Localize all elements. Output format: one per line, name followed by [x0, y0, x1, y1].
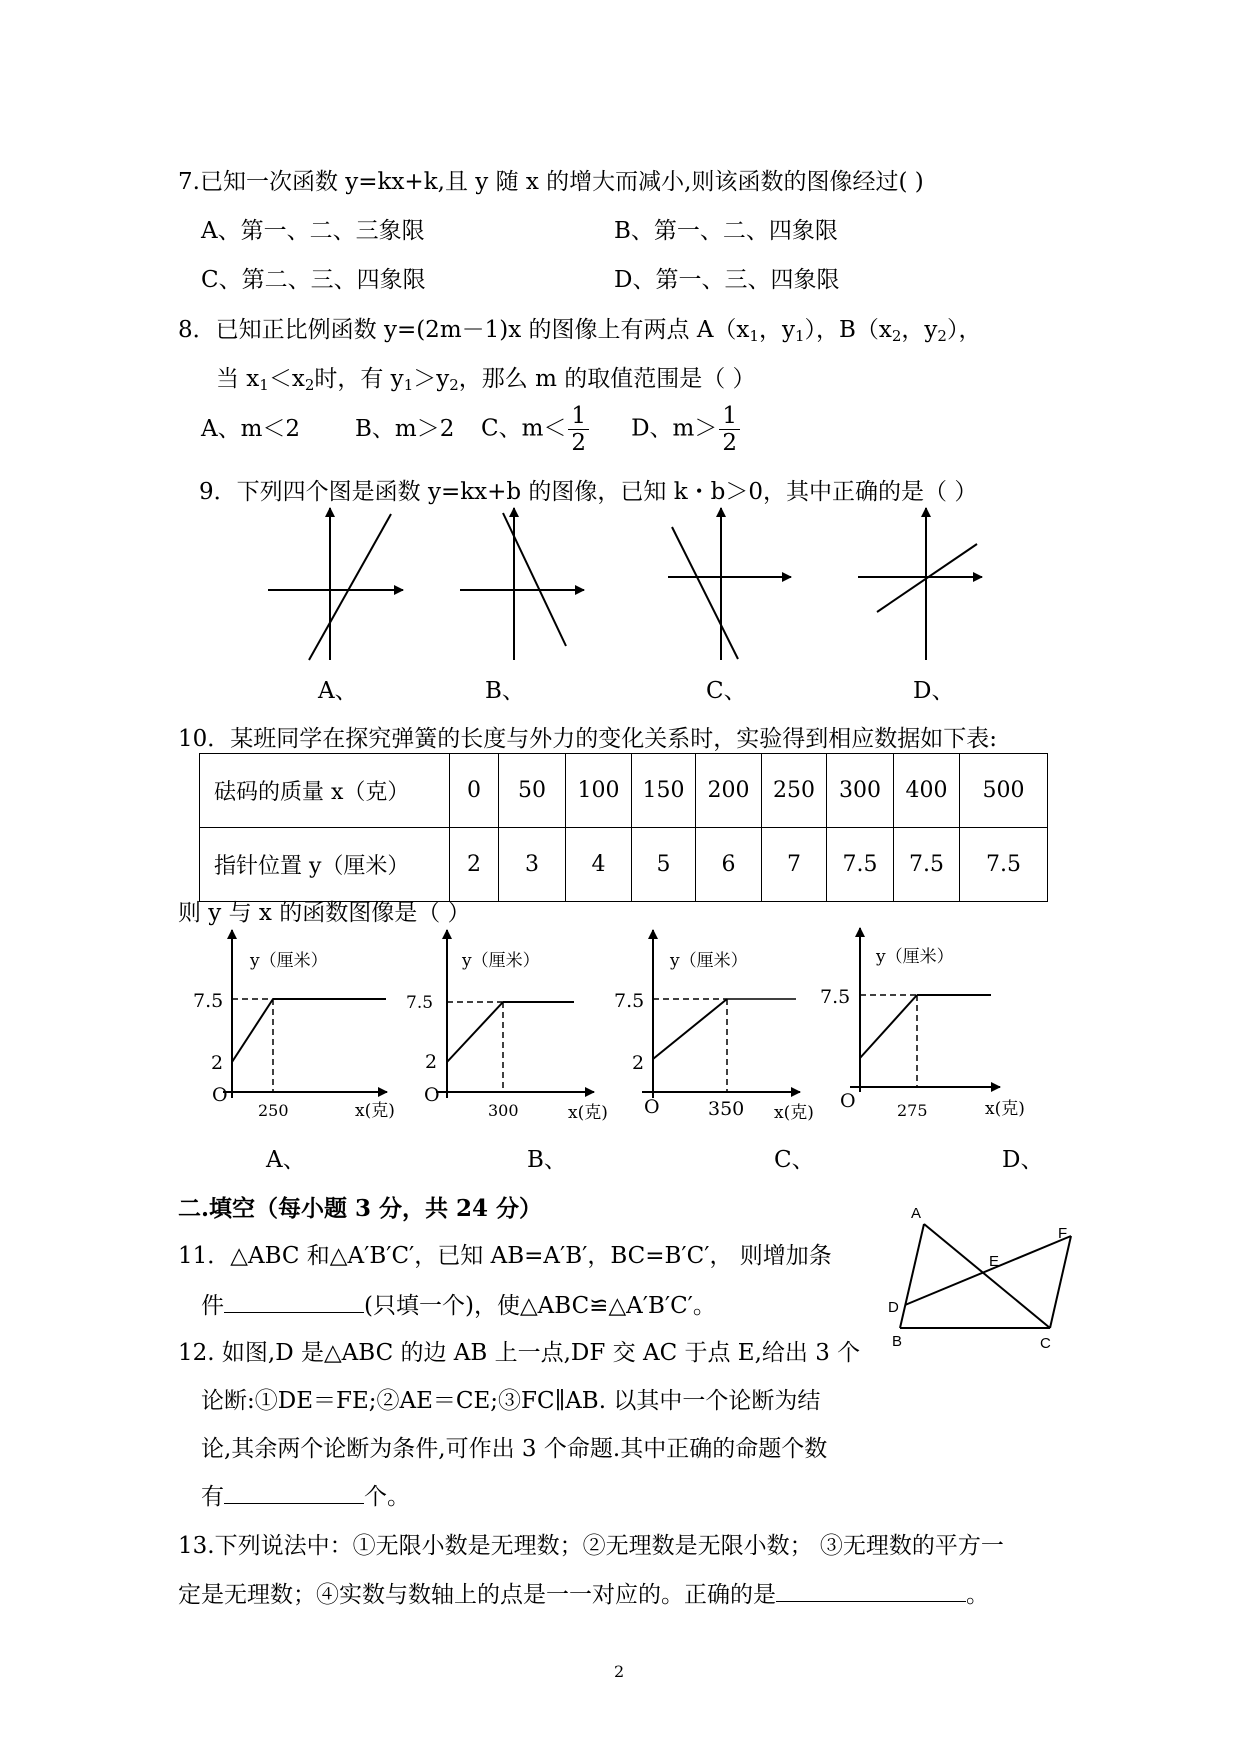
q10-c-ylabel: y（厘米）: [670, 951, 748, 971]
table-cell: 7.5: [827, 828, 894, 902]
table-cell: 500: [960, 754, 1048, 828]
table-cell: 200: [696, 754, 762, 828]
q12-line4: 有 个。: [201, 1484, 410, 1510]
q12-line3: 论,其余两个论断为条件,可作出 3 个命题.其中正确的命题个数: [201, 1436, 828, 1462]
point-label-d: D: [888, 1299, 899, 1316]
q10-question: 则 y 与 x 的函数图像是（ ）: [178, 900, 471, 926]
q9-label-b: B、: [485, 678, 525, 704]
q8-option-d: D、m＞: [631, 415, 718, 442]
q11-line1: 11．△ABC 和△A′B′C′，已知 AB=A′B′，BC=B′C′， 则增加条: [178, 1243, 832, 1269]
q10-graph-label-a: A、: [266, 1147, 306, 1173]
q10-c-xval: 350: [708, 1098, 745, 1120]
q7-option-d: D、第一、三、四象限: [614, 267, 840, 293]
q11-answer-blank[interactable]: [224, 1292, 364, 1313]
q9-label-d: D、: [913, 678, 955, 704]
point-label-b: B: [892, 1333, 903, 1350]
q12-line2: 论断:①DE＝FE;②AE＝CE;③FC∥AB. 以其中一个论断为结: [201, 1388, 821, 1414]
q10-graph-label-d: D、: [1002, 1147, 1044, 1173]
q10-a-ylow: 2: [211, 1052, 224, 1074]
page-number: 2: [614, 1662, 625, 1681]
table-cell: 7.5: [894, 828, 960, 902]
section-title: 二.填空（每小题 3 分，共 24 分）: [178, 1195, 543, 1222]
q7-option-b: B、第一、二、四象限: [614, 218, 838, 244]
table-cell: 100: [566, 754, 632, 828]
q8-option-a: A、m＜2: [201, 415, 301, 442]
q10-d-ytop: 7.5: [820, 986, 851, 1008]
q10-b-ylabel: y（厘米）: [462, 951, 540, 971]
table-cell: 300: [827, 754, 894, 828]
q10-d-xlabel: x(克): [985, 1099, 1025, 1119]
table-header-mass: 砝码的质量 x（克）: [200, 754, 450, 828]
q10-a-xval: 250: [258, 1101, 289, 1120]
table-cell: 4: [566, 828, 632, 902]
table-cell: 150: [632, 754, 696, 828]
q10-b-ylow: 2: [425, 1051, 438, 1073]
q10-c-xlabel: x(克): [774, 1103, 814, 1123]
q7-option-c: C、第二、三、四象限: [201, 267, 426, 293]
q8-stem: 8．已知正比例函数 y=(2m－1)x 的图像上有两点 $A(x_1$，$y_1$），$B(x_2$，$y_2$），: [178, 317, 982, 345]
q10-a-origin: O: [212, 1084, 228, 1106]
point-label-c: C: [1040, 1335, 1051, 1352]
table-cell: 3: [499, 828, 566, 902]
table-cell: 250: [762, 754, 827, 828]
q13-answer-blank[interactable]: [776, 1581, 966, 1602]
q10-d-origin: O: [840, 1090, 856, 1112]
q8-fraction-c: $\frac{1}{2}$: [568, 403, 589, 456]
q10-stem: 10．某班同学在探究弹簧的长度与外力的变化关系时，实验得到相应数据如下表:: [178, 726, 998, 752]
q10-d-ylabel: y（厘米）: [876, 947, 954, 967]
q9-label-a: A、: [318, 678, 358, 704]
q10-b-origin: O: [424, 1084, 440, 1106]
q10-c-ytop: 7.5: [614, 990, 645, 1012]
q10-b-xlabel: x(克): [568, 1103, 608, 1123]
q11-line2: 件 (只填一个)，使△ABC≌△A′B′C′。: [201, 1293, 716, 1319]
table-cell: 50: [499, 754, 566, 828]
table-cell: 2: [450, 828, 499, 902]
table-cell: 7.5: [960, 828, 1048, 902]
point-label-a: A: [911, 1205, 922, 1222]
q8-option-c: C、m＜: [481, 415, 567, 442]
q9-label-c: C、: [706, 678, 747, 704]
point-label-f: F: [1058, 1225, 1068, 1242]
q10-a-ylabel: y（厘米）: [250, 951, 328, 971]
table-cell: 7: [762, 828, 827, 902]
q12-line1: 12. 如图,D 是△ABC 的边 AB 上一点,DF 交 AC 于点 E,给出 3 个: [178, 1340, 861, 1366]
table-cell: 5: [632, 828, 696, 902]
table-cell: 400: [894, 754, 960, 828]
q12-answer-blank[interactable]: [224, 1483, 364, 1504]
q12-geometry-figure: [880, 1200, 1100, 1360]
q7-option-a: A、第一、二、三象限: [201, 218, 425, 244]
table-cell: 0: [450, 754, 499, 828]
point-label-e: E: [989, 1253, 1000, 1270]
q8-option-b: B、m＞2: [355, 415, 455, 442]
table-cell: 6: [696, 828, 762, 902]
q10-a-xlabel: x(克): [355, 1101, 395, 1121]
q10-b-ytop: 7.5: [406, 993, 434, 1013]
q7-stem: 7.已知一次函数 y=kx+k,且 y 随 x 的增大而减小,则该函数的图像经过( ): [178, 169, 924, 195]
q10-d-xval: 275: [897, 1101, 928, 1120]
q10-c-origin: O: [644, 1096, 660, 1118]
q13-line2: 定是无理数；④实数与数轴上的点是一一对应的。正确的是 。: [178, 1582, 989, 1608]
q10-graph-label-b: B、: [527, 1147, 567, 1173]
q10-c-ylow: 2: [632, 1052, 645, 1074]
q13-line1: 13.下列说法中：①无限小数是无理数；②无理数是无限小数； ③无理数的平方一: [178, 1533, 1004, 1559]
q9-stem: 9．下列四个图是函数 y=kx+b 的图像，已知 k・b＞0，其中正确的是（ ）: [199, 479, 978, 505]
q8-fraction-d: $\frac{1}{2}$: [719, 403, 740, 456]
q10-b-xval: 300: [488, 1101, 519, 1120]
q10-a-ytop: 7.5: [193, 990, 224, 1012]
q8-condition: 当 $x_1<x_2$时，有 $y_1>y_2$，那么 m 的取值范围是（ ）: [216, 366, 756, 394]
q10-graph-label-c: C、: [774, 1147, 815, 1173]
table-header-position: 指针位置 y（厘米）: [200, 828, 450, 902]
